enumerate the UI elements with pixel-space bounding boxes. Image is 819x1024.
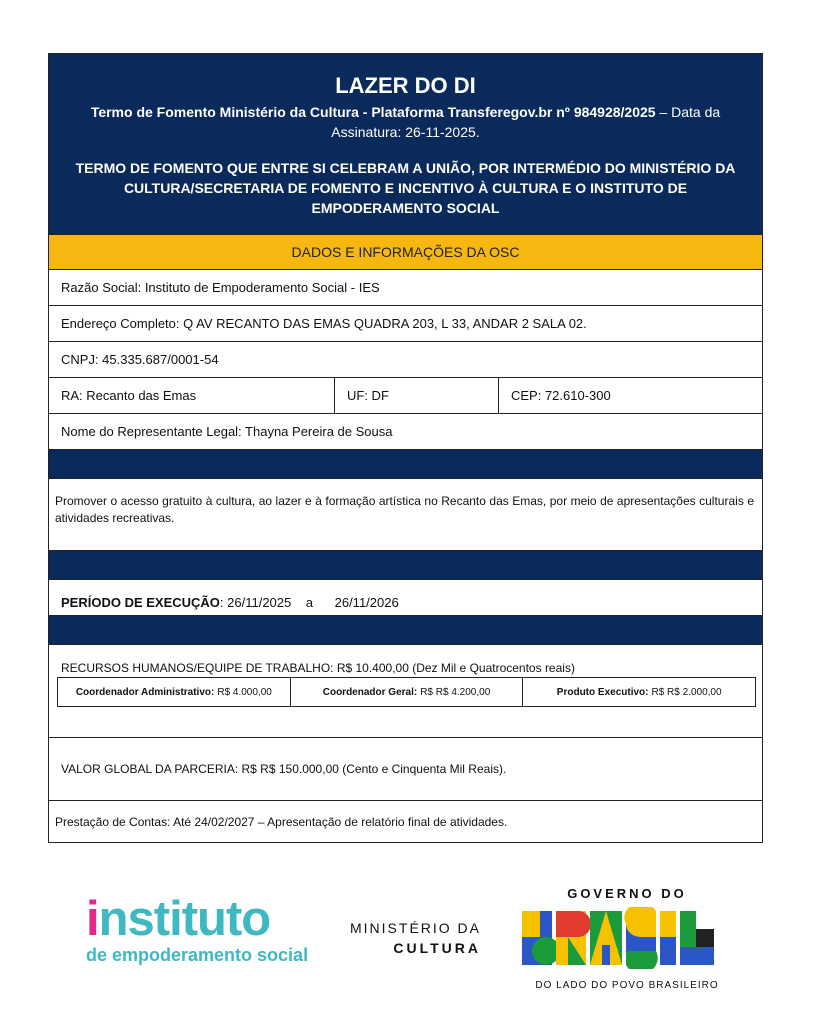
subtitle-date: – Data da Assinatura: 26-11-2025. [331,104,721,140]
row-cnpj: CNPJ: 45.335.687/0001-54 [49,342,762,378]
divider-bar [49,551,762,580]
document-sheet [48,53,763,843]
cell-ra: RA: Recanto das Emas [61,388,197,403]
valor-global: VALOR GLOBAL DA PARCERIA: R$ R$ 150.000,00 (Cento e Cinquenta Mil Reais). [49,738,762,801]
rh-cell-admin [58,678,290,706]
instituto-logo-word: nstituto [98,892,271,946]
rh-value: R$ R$ 2.000,00 [651,686,722,698]
prestacao-contas: Prestação de Contas: Até 24/02/2027 – Apresentação de relatório final de atividades. [55,814,508,829]
governo-logo [522,886,732,991]
section-osc-heading: DADOS E INFORMAÇÕES DA OSC [49,234,762,270]
rh-role: Coordenador Geral: [322,686,418,698]
period-label: PERÍODO DE EXECUÇÃO [61,595,220,610]
period-start: : 26/11/2025 [219,595,292,610]
header-subtitle [69,102,742,142]
logo-strip [0,880,819,1000]
gov-top: GOVERNO DO [567,886,687,901]
row-razao-social: Razão Social: Instituto de Empoderamento Social - IES [49,270,762,306]
rh-cell-geral [290,678,523,706]
rh-role: Coordenador Administrativo: [75,686,215,698]
page-title: LAZER DO DI [335,73,476,98]
instituto-logo-sub: de empoderamento social [86,945,309,965]
instituto-logo-i: i [86,892,99,946]
rh-block [49,645,762,738]
minc-line2: CULTURA [393,940,482,956]
objective-text: Promover o acesso gratuito à cultura, ao lazer e à formação artística no Recanto das Emas, por meio de apresentações culturais e atividades recreativas. [49,479,762,551]
rh-value: R$ 4.000,00 [217,686,272,698]
row-location [49,378,762,414]
period-end: 26/11/2026 [334,595,399,610]
brasil-logo-icon [522,907,732,969]
header-block [49,54,762,234]
instituto-logo [86,892,308,966]
row-representante: Nome do Representante Legal: Thayna Pereira de Sousa [49,414,762,450]
gov-bottom: DO LADO DO POVO BRASILEIRO [535,980,719,991]
rh-cell-produto [522,678,755,706]
cell-cep: CEP: 72.610-300 [498,378,762,413]
ministerio-logo [350,918,481,958]
rh-table [57,677,756,707]
period-row [49,580,762,616]
rh-title: RECURSOS HUMANOS/EQUIPE DE TRABALHO: R$ 10.400,00 (Dez Mil e Quatrocentos reais) [61,661,575,675]
cell-uf: UF: DF [334,378,498,413]
divider-bar [49,450,762,479]
period-sep: a [305,595,313,610]
row-endereco: Endereço Completo: Q AV RECANTO DAS EMAS QUADRA 203, L 33, ANDAR 2 SALA 02. [49,306,762,342]
header-term: TERMO DE FOMENTO QUE ENTRE SI CELEBRAM A UNIÃO, POR INTERMÉDIO DO MINISTÉRIO DA CULTURA/SECRETARIA DE FOMENTO E INCENTIVO À CULTURA E O INSTITUTO DE EMPODERAMENTO SOCIAL [75,160,736,216]
subtitle-bold: Termo de Fomento Ministério da Cultura - Plataforma Transferegov.br nº 984928/2025 [90,104,656,120]
rh-value: R$ R$ 4.200,00 [420,686,491,698]
minc-line1: MINISTÉRIO DA [350,920,482,936]
divider-bar [49,616,762,645]
rh-role: Produto Executivo: [556,686,649,698]
